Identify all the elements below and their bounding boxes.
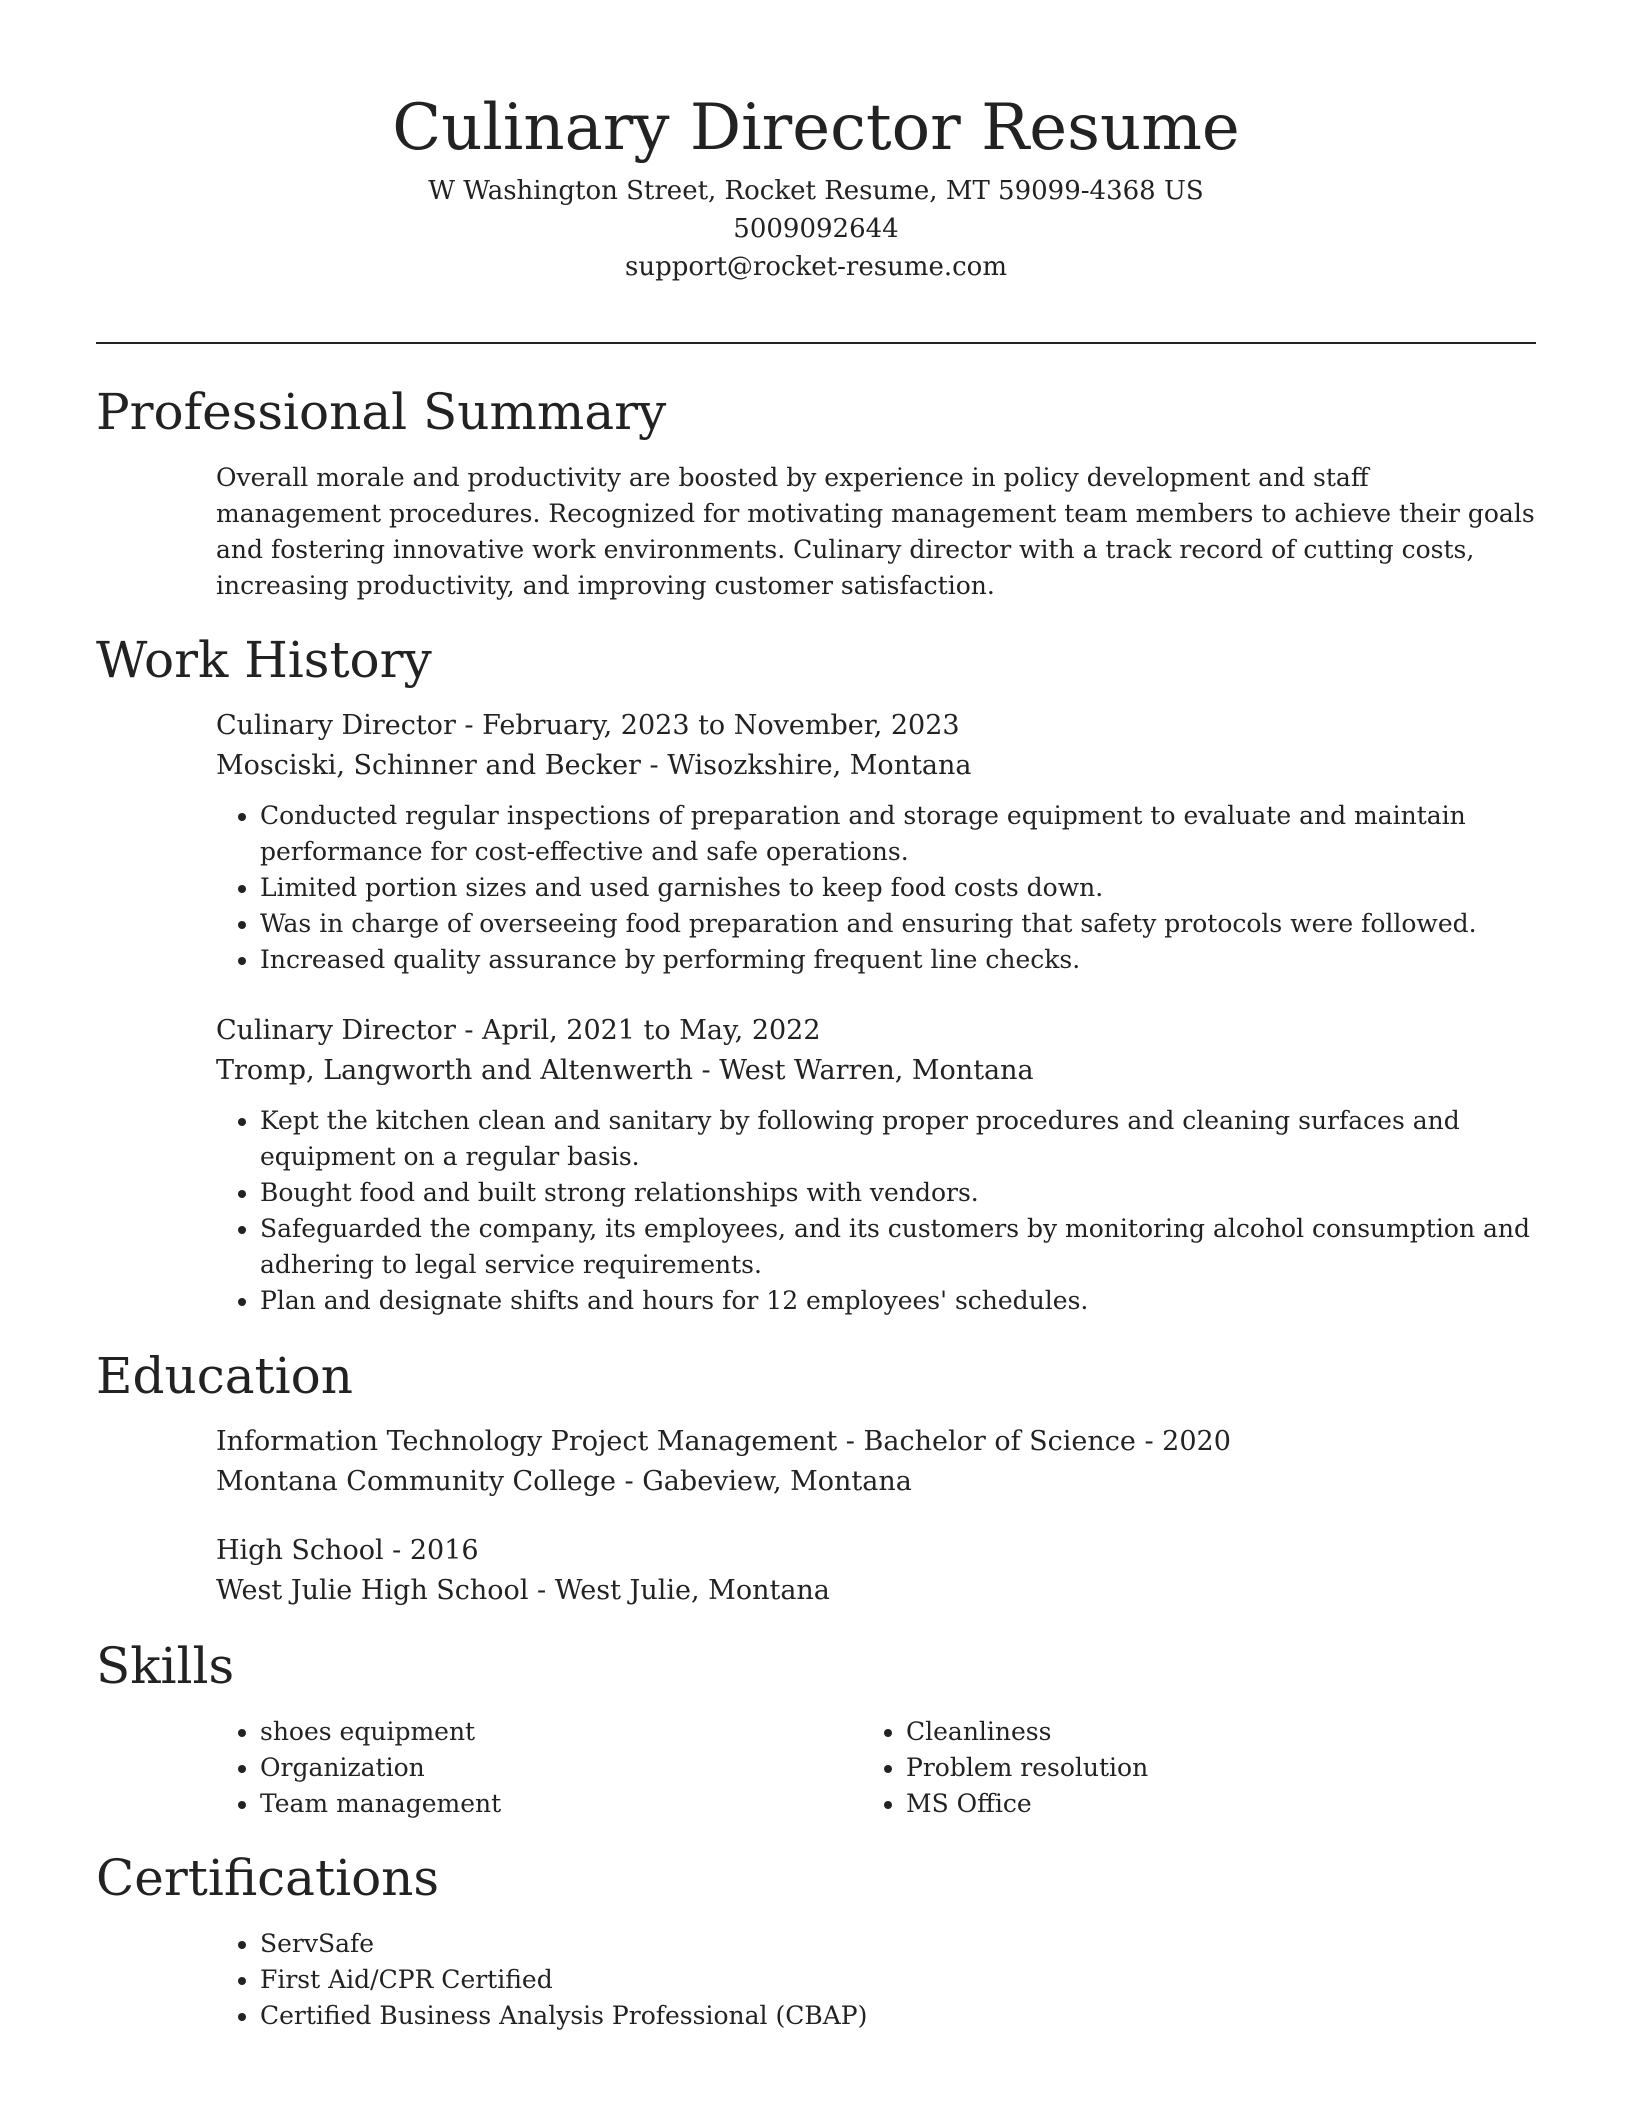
degree-line: High School - 2016 — [216, 1535, 479, 1566]
job-entry — [216, 706, 1536, 978]
job-entry — [216, 1011, 1536, 1319]
list-item: • Was in charge of overseeing food preparation and ensuring that safety protocols were followed. — [260, 906, 1536, 942]
list-item: • Cleanliness — [906, 1714, 1462, 1750]
resume-header — [96, 84, 1536, 286]
certifications-block — [216, 1926, 1536, 2034]
degree-line: Information Technology Project Management - Bachelor of Science - 2020 — [216, 1426, 1231, 1457]
work-history-heading: Work History — [96, 631, 432, 689]
skills-column-left — [216, 1714, 816, 1822]
certifications-list — [216, 1926, 1536, 2034]
skills-heading: Skills — [96, 1637, 235, 1695]
list-item: • Limited portion sizes and used garnishes to keep food costs down. — [260, 870, 1536, 906]
summary-heading: Professional Summary — [96, 383, 667, 441]
contact-phone: 5009092644 — [733, 214, 899, 244]
list-item: • Plan and designate shifts and hours for 12 employees' schedules. — [260, 1283, 1536, 1319]
list-item: • First Aid/CPR Certified — [260, 1962, 1536, 1998]
list-item: • Team management — [260, 1786, 816, 1822]
skills-list-right — [862, 1714, 1462, 1822]
list-item: • Conducted regular inspections of preparation and storage equipment to evaluate and maintain performance for cost-effective and safe operations. — [260, 798, 1536, 870]
school-line: West Julie High School - West Julie, Montana — [216, 1575, 830, 1606]
list-item: • MS Office — [906, 1786, 1462, 1822]
list-item: • Certified Business Analysis Professional (CBAP) — [260, 1998, 1536, 2034]
job-title-line: Culinary Director - April, 2021 to May, 2022 — [216, 1015, 821, 1046]
education-heading: Education — [96, 1347, 353, 1405]
list-item: • Problem resolution — [906, 1750, 1462, 1786]
contact-address: W Washington Street, Rocket Resume, MT 59099-4368 US — [428, 176, 1204, 206]
school-line: Montana Community College - Gabeview, Montana — [216, 1466, 912, 1497]
list-item: • shoes equipment — [260, 1714, 816, 1750]
page-title: Culinary Director Resume — [392, 91, 1240, 165]
list-item: • Increased quality assurance by performing frequent line checks. — [260, 942, 1536, 978]
skills-column-right — [862, 1714, 1462, 1822]
summary-text: Overall morale and productivity are boosted by experience in policy development and staff management procedures. Recognized for motivating management team members to achieve their goals and fostering innovative work environments. Culinary director with a track record of cutting costs, increasing productivity, and improving customer satisfaction. — [216, 463, 1535, 600]
list-item: • Bought food and built strong relationships with vendors. — [260, 1175, 1536, 1211]
job-bullets — [216, 798, 1536, 978]
contact-email: support@rocket-resume.com — [624, 252, 1007, 282]
job-bullets — [216, 1103, 1536, 1319]
education-entry — [216, 1422, 1536, 1502]
job-company-line: Tromp, Langworth and Altenwerth - West Warren, Montana — [216, 1055, 1034, 1086]
list-item: • Safeguarded the company, its employees, and its customers by monitoring alcohol consumption and adhering to legal service requirements. — [260, 1211, 1536, 1283]
skills-list-left — [216, 1714, 816, 1822]
education-entry — [216, 1531, 1536, 1611]
job-title-line: Culinary Director - February, 2023 to November, 2023 — [216, 710, 960, 741]
list-item: • Kept the kitchen clean and sanitary by following proper procedures and cleaning surfaces and equipment on a regular basis. — [260, 1103, 1536, 1175]
header-divider — [96, 342, 1536, 344]
list-item: • ServSafe — [260, 1926, 1536, 1962]
certifications-heading: Certifications — [96, 1849, 440, 1907]
summary-block — [216, 460, 1536, 604]
job-company-line: Mosciski, Schinner and Becker - Wisozkshire, Montana — [216, 750, 972, 781]
list-item: • Organization — [260, 1750, 816, 1786]
